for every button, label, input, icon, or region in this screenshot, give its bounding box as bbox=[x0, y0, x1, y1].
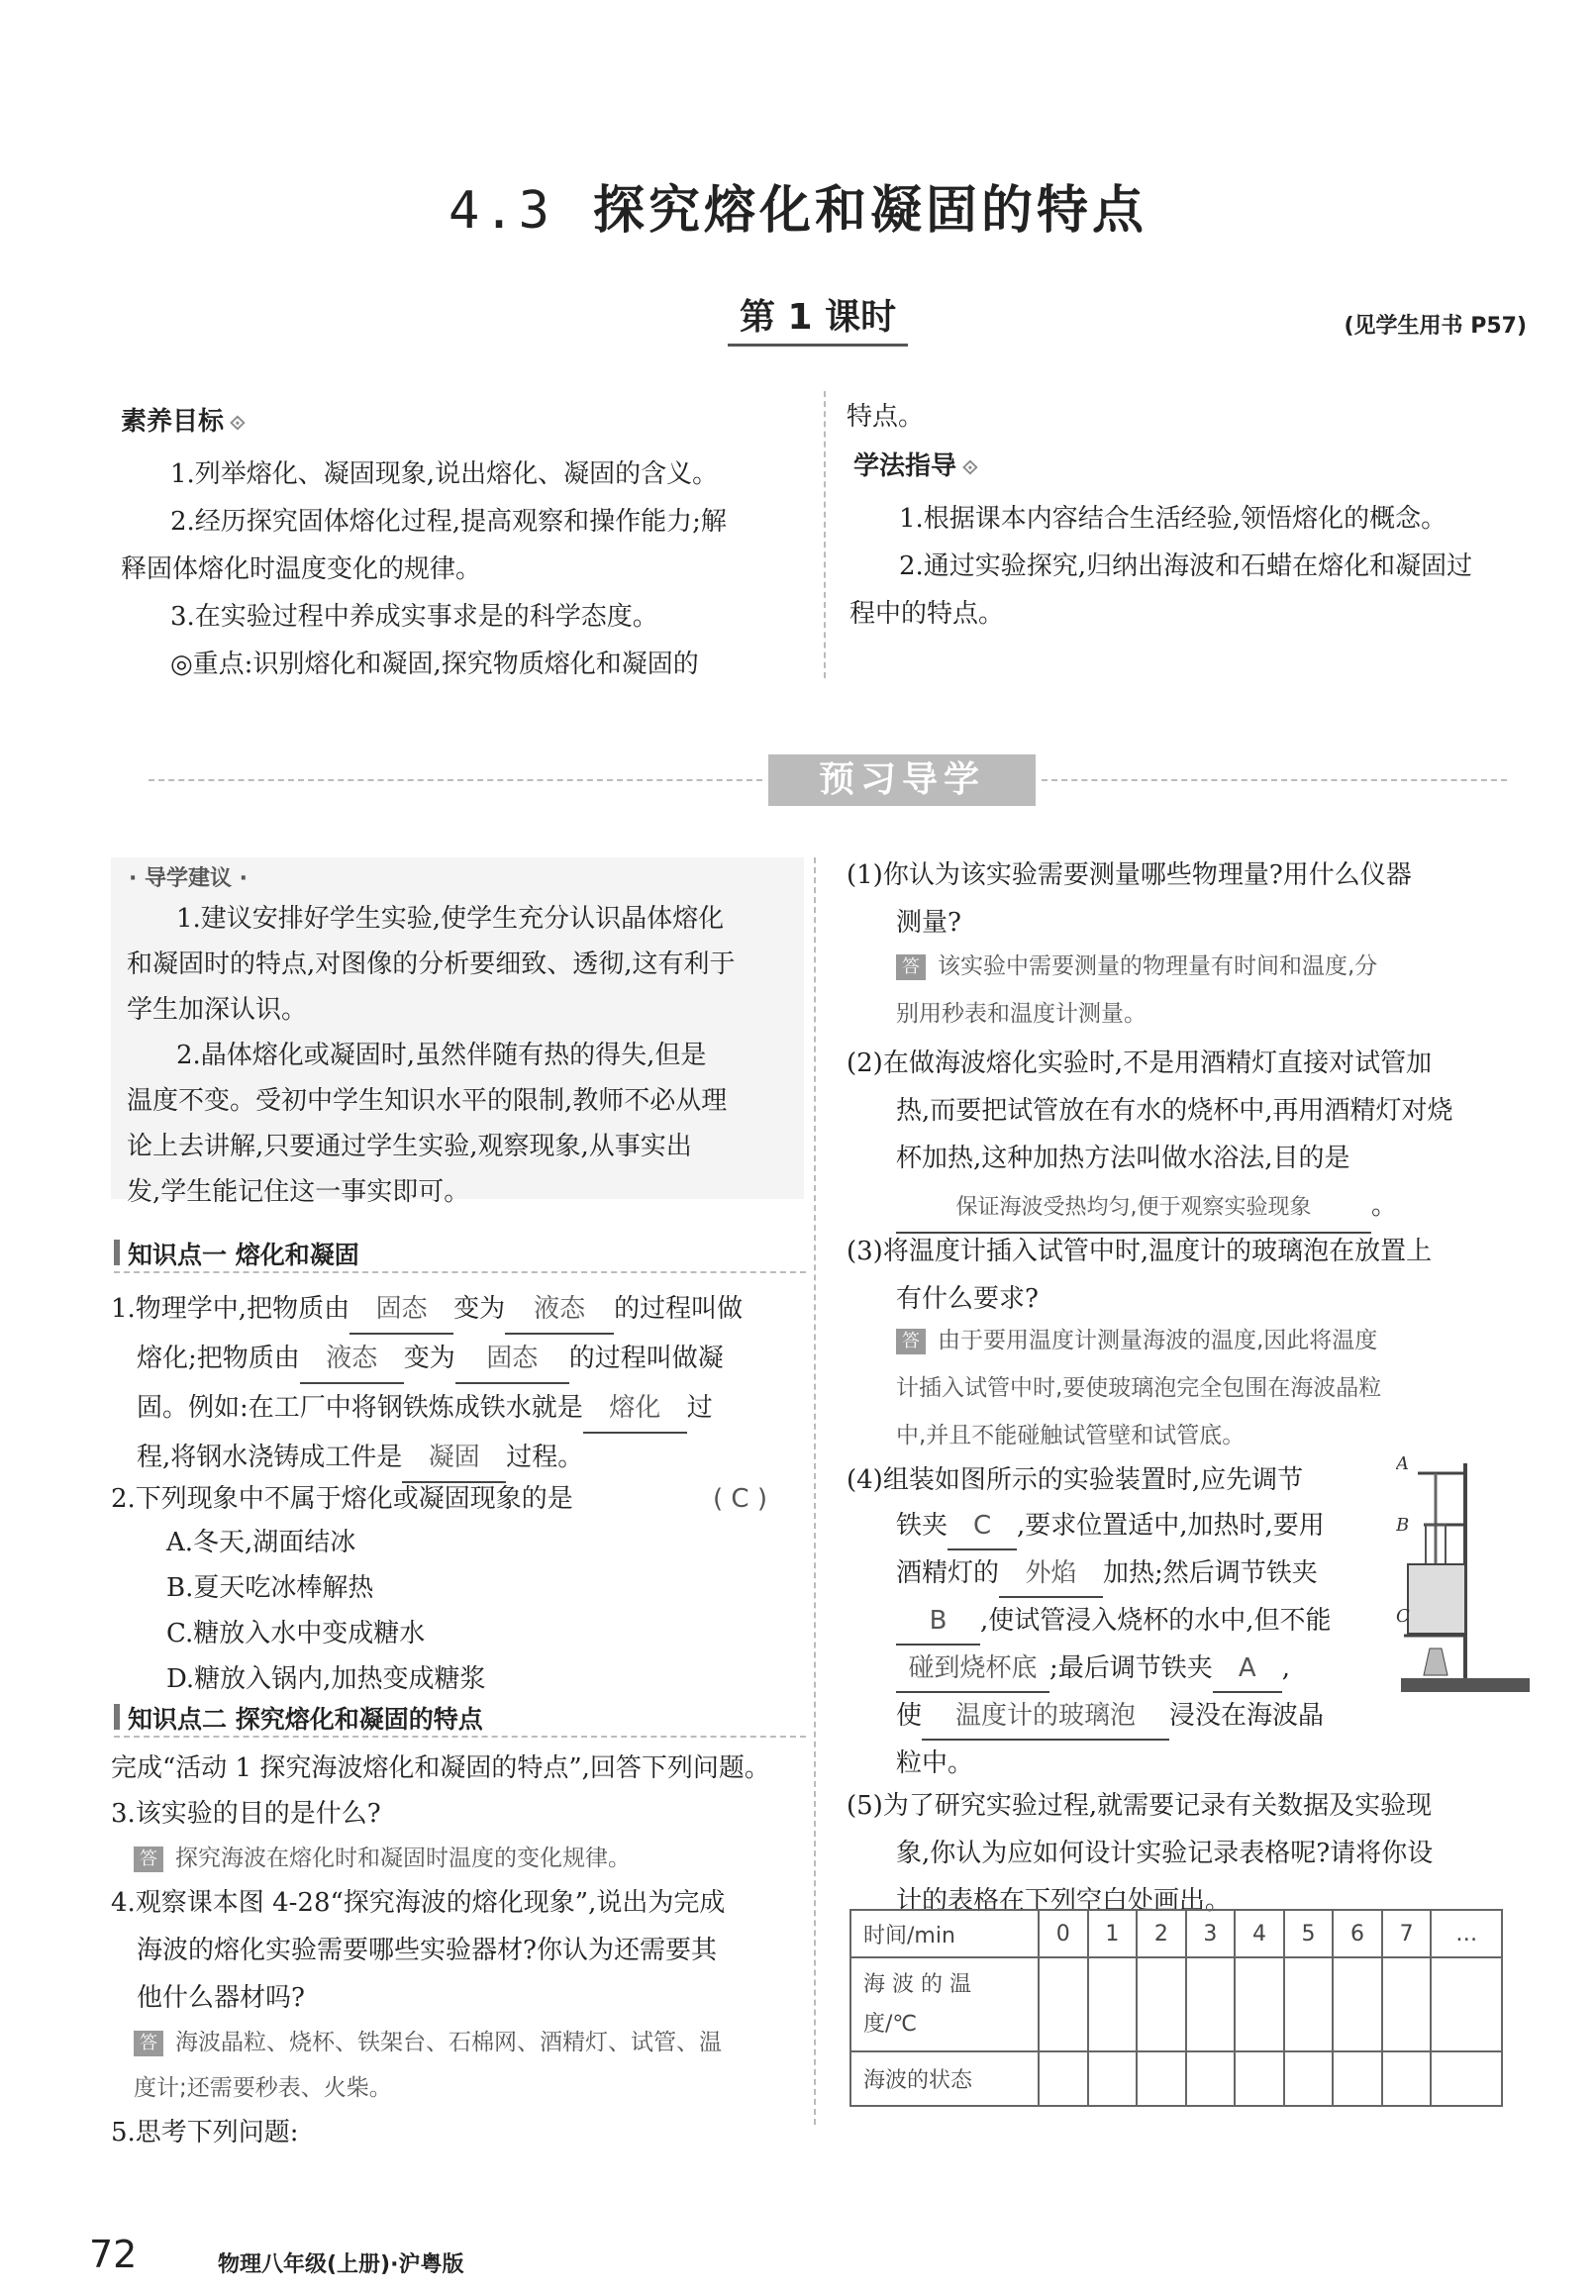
goals-cont: 特点。 bbox=[847, 402, 925, 432]
stand-base bbox=[1401, 1678, 1530, 1692]
table-cell: 4 bbox=[1235, 1910, 1284, 1957]
kp1-heading: 知识点一 熔化和凝固 bbox=[114, 1236, 806, 1273]
answer-icon: 答 bbox=[896, 1329, 926, 1354]
divider bbox=[824, 391, 826, 678]
table-cell: 6 bbox=[1333, 1910, 1382, 1957]
banner-line-left bbox=[149, 779, 762, 781]
kp2-q4-answer: 答 海波晶粒、烧杯、铁架台、石棉网、酒精灯、试管、温 度计;还需要秒表、火柴。 bbox=[134, 2030, 722, 2101]
kp1-q2: 2.下列现象中不属于熔化或凝固现象的是 bbox=[111, 1484, 573, 1514]
kp2-intro: 完成“活动 1 探究海波熔化和凝固的特点”,回答下列问题。 bbox=[111, 1753, 770, 1783]
table-cell: 0 bbox=[1039, 1910, 1088, 1957]
alcohol-lamp bbox=[1424, 1648, 1447, 1675]
q5-1-answer: 答 该实验中需要测量的物理量有时间和温度,分 别用秒表和温度计测量。 bbox=[896, 953, 1378, 1027]
section-banner: 预习导学 bbox=[768, 754, 1036, 806]
kp1-options: A.冬天,湖面结冰 B.夏天吃冰棒解热 C.糖放入水中变成糖水 D.糖放入锅内,加热变成糖浆 bbox=[166, 1528, 486, 1694]
table-row bbox=[850, 2051, 1502, 2106]
q5-1: (1)你认为该实验需要测量哪些物理量?用什么仪器 测量? bbox=[847, 860, 1412, 938]
table-header: 海 波 的 温 度/℃ bbox=[850, 1957, 1039, 2051]
kp2-q3-answer: 答 探究海波在熔化时和凝固时温度的变化规律。 bbox=[134, 1835, 631, 1882]
table-row bbox=[850, 1910, 1502, 1957]
answer-icon: 答 bbox=[134, 2031, 163, 2056]
table-cell: 2 bbox=[1137, 1910, 1186, 1957]
table-cell: … bbox=[1431, 1910, 1502, 1957]
answer-icon: 答 bbox=[896, 954, 926, 980]
lesson-label: 第 1 课时 bbox=[728, 285, 908, 347]
method-text: 1.根据课本内容结合生活经验,领悟熔化的概念。 2.通过实验探究,归纳出海波和石蜡在熔化和凝固过 程中的特点。 bbox=[849, 504, 1473, 629]
fig-label-b: B bbox=[1396, 1515, 1410, 1536]
record-table bbox=[849, 1909, 1503, 2107]
banner-line-right bbox=[1042, 779, 1507, 781]
book-reference: (见学生用书 P57) bbox=[1344, 314, 1527, 339]
suggest-heading: · 导学建议 · bbox=[129, 866, 249, 891]
method-heading: 学法指导 ⟐ bbox=[853, 451, 978, 481]
suggest-text: 1.建议安排好学生实验,使学生充分认识晶体熔化 和凝固时的特点,对图像的分析要细致、透彻,这有利于 学生加深认识。 2.晶体熔化或凝固时,虽然伴随有热的得失,但是 温度不变。受初中学生知识水平的限制,教师不必从理 论上去讲解,只要通过学生实验,观察现象,从事实出 发,学生能记住这一事实即可。 bbox=[127, 904, 736, 1207]
kp2-q5: 5.思考下列问题: bbox=[111, 2118, 299, 2147]
kp2-q3: 3.该实验的目的是什么? bbox=[111, 1799, 381, 1829]
table-header: 海波的状态 bbox=[850, 2051, 1039, 2106]
q5-3-answer: 答 由于要用温度计测量海波的温度,因此将温度 计插入试管中时,要使玻璃泡完全包围在海波晶粒 中,并且不能碰触试管壁和试管底。 bbox=[896, 1328, 1382, 1448]
kp2-q4: 4.观察课本图 4-28“探究海波的熔化现象”,说出为完成 海波的熔化实验需要哪些实验器材?你认为还需要其 他什么器材吗? bbox=[111, 1888, 726, 2013]
q5-5: (5)为了研究实验过程,就需要记录有关数据及实验现 象,你认为应如何设计实验记录表格呢?请将你设 计的表格在下列空白处画出。 bbox=[847, 1791, 1434, 1916]
kp2-heading: 知识点二 探究熔化和凝固的特点 bbox=[114, 1700, 806, 1738]
apparatus-figure bbox=[1396, 1446, 1535, 1703]
divider-main bbox=[814, 857, 816, 2125]
table-cell: 5 bbox=[1284, 1910, 1334, 1957]
q5-4: (4)组装如图所示的实验装置时,应先调节 铁夹 C ,要求位置适中,加热时,要用 酒精灯的 外焰 加热;然后调节铁夹 B ,使试管浸入烧杯的水中,但不能 碰到烧杯底 ;最后调节铁夹 A , 使 温度计的玻璃泡 浸没在海波晶 粒中。 bbox=[847, 1465, 1332, 1778]
answer-icon: 答 bbox=[134, 1847, 163, 1872]
kp1-q2-answer: ( C ) bbox=[713, 1484, 767, 1514]
goals-text: 1.列举熔化、凝固现象,说出熔化、凝固的含义。 2.经历探究固体熔化过程,提高观察和操作能力;解 释固体熔化时温度变化的规律。 3.在实验过程中养成实事求是的科学态度。 ◎重点:识别熔化和凝固,探究物质熔化和凝固的 bbox=[121, 459, 727, 679]
table-header: 时间/min bbox=[850, 1910, 1039, 1957]
q5-2: (2)在做海波熔化实验时,不是用酒精灯直接对试管加 热,而要把试管放在有水的烧杯中,再用酒精灯对烧 杯加热,这种加热方法叫做水浴法,目的是 保证海波受热均匀,便于观察实验现象 。 bbox=[847, 1040, 1540, 1234]
goals-heading: 素养目标 ⟐ bbox=[121, 407, 246, 437]
q5-3: (3)将温度计插入试管中时,温度计的玻璃泡在放置上 有什么要求? bbox=[847, 1237, 1433, 1314]
table-row bbox=[850, 1957, 1502, 2051]
table-cell: 3 bbox=[1186, 1910, 1236, 1957]
page-number: 72 bbox=[89, 2233, 138, 2276]
fig-label-a: A bbox=[1396, 1453, 1409, 1474]
kp1-q1: 1.物理学中,把物质由 固态 变为 液态 的过程叫做 熔化;把物质由 液态 变为 固态 的过程叫做凝 固。例如:在工厂中将钢铁炼成铁水就是 熔化 过 程,将钢水浇铸成工件是 凝固 过程。 bbox=[111, 1285, 804, 1483]
table-cell: 7 bbox=[1382, 1910, 1432, 1957]
page-title: 4.3 探究熔化和凝固的特点 bbox=[449, 180, 1147, 241]
beaker bbox=[1408, 1564, 1465, 1634]
fig-label-c: C bbox=[1396, 1606, 1410, 1627]
book-title: 物理八年级(上册)·沪粤版 bbox=[218, 2252, 464, 2277]
table-cell: 1 bbox=[1088, 1910, 1138, 1957]
